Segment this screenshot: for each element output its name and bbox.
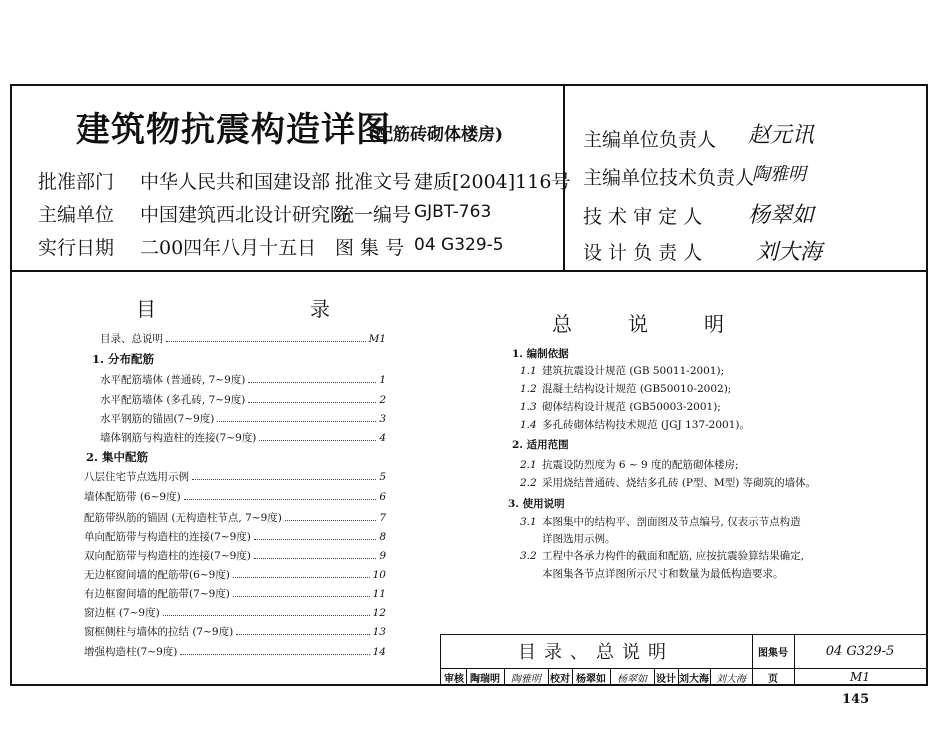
atlas-value: 04 G329-5 bbox=[825, 643, 895, 659]
toc-item: 水平配筋墙体 (普通砖, 7~9度) 1 bbox=[100, 374, 386, 386]
note-item: 2.2 采用烧结普通砖、烧结多孔砖 (P型、M型) 等砌筑的墙体。 bbox=[520, 477, 817, 489]
atlas-label: 图集号 bbox=[758, 647, 788, 659]
notes-section-title: 2. 适用范围 bbox=[512, 439, 569, 451]
note-item-continued: 详图选用示例。 bbox=[542, 533, 616, 545]
notes-heading: 明 bbox=[704, 312, 724, 336]
role-name: 刘大海 bbox=[679, 673, 709, 685]
unified-no-label: 统一编号 bbox=[335, 204, 412, 226]
responsible-label: 设 计 负 责 人 bbox=[583, 242, 703, 264]
responsible-label: 主编单位技术负责人 bbox=[583, 167, 755, 189]
notes-section-title: 1. 编制依据 bbox=[512, 348, 569, 360]
toc-heading-left: 目 bbox=[136, 297, 156, 321]
cell-divider bbox=[504, 668, 505, 686]
atlas-title: 建筑物抗震构造详图 bbox=[76, 110, 391, 150]
toc-item: 单向配筋带与构造柱的连接(7~9度) 8 bbox=[84, 531, 386, 543]
page-number: 145 bbox=[842, 692, 870, 707]
notes-heading: 总 bbox=[552, 312, 572, 336]
approval-dept-label: 批准部门 bbox=[38, 171, 115, 193]
toc-section-title: 2. 集中配筋 bbox=[86, 450, 149, 464]
cell-divider bbox=[466, 668, 467, 686]
note-item: 3.1 本图集中的结构平、剖面图及节点编号, 仅表示节点构造 bbox=[520, 516, 801, 528]
toc-heading-right: 录 bbox=[310, 297, 330, 321]
toc-item: 双向配筋带与构造柱的连接(7~9度) 9 bbox=[84, 550, 386, 562]
unified-no-value: GJBT-763 bbox=[414, 202, 492, 222]
role-name: 杨翠如 bbox=[576, 673, 606, 685]
atlas-no-label: 图 集 号 bbox=[335, 237, 405, 259]
toc-item: 配筋带纵筋的锚固 (无构造柱节点, 7~9度) 7 bbox=[84, 512, 386, 524]
approval-dept-value: 中华人民共和国建设部 bbox=[140, 171, 331, 193]
role-label: 设计 bbox=[656, 673, 676, 685]
signature: 杨翠如 bbox=[748, 203, 815, 228]
chief-unit-value: 中国建筑西北设计研究院 bbox=[140, 204, 350, 226]
signature: 刘大海 bbox=[756, 240, 823, 265]
page-value: M1 bbox=[850, 670, 870, 684]
effective-date-label: 实行日期 bbox=[38, 237, 115, 259]
chief-unit-label: 主编单位 bbox=[38, 204, 115, 226]
note-item-continued: 本图集各节点详图所示尺寸和数量为最低构造要求。 bbox=[542, 568, 784, 580]
approval-no-label: 批准文号 bbox=[335, 171, 412, 193]
toc-item: 窗框侧柱与墙体的拉结 (7~9度) 13 bbox=[84, 626, 386, 638]
role-label: 校对 bbox=[550, 673, 570, 685]
note-item: 2.1 抗震设防烈度为 6 ~ 9 度的配筋砌体楼房; bbox=[520, 459, 739, 471]
role-name: 陶瑞明 bbox=[470, 673, 500, 685]
role-signature: 陶雅明 bbox=[511, 673, 541, 685]
page-label: 页 bbox=[768, 673, 778, 685]
atlas-no-value: 04 G329-5 bbox=[414, 235, 504, 255]
signature: 赵元讯 bbox=[748, 123, 815, 148]
toc-item: 八层住宅节点选用示例 5 bbox=[84, 471, 386, 483]
toc-item: 无边框窗间墙的配筋带(6~9度) 10 bbox=[84, 569, 386, 581]
note-item: 1.1 建筑抗震设计规范 (GB 50011-2001); bbox=[520, 365, 725, 377]
toc-item: 水平钢筋的锚固(7~9度) 3 bbox=[100, 413, 386, 425]
note-item: 1.2 混凝土结构设计规范 (GB50010-2002); bbox=[520, 383, 732, 395]
cell-divider bbox=[710, 668, 711, 686]
responsible-label: 主编单位负责人 bbox=[583, 129, 717, 151]
title-block-title: 目录、总说明 bbox=[518, 642, 674, 663]
cell-divider bbox=[654, 668, 655, 686]
role-label: 审核 bbox=[444, 673, 464, 685]
toc-item: 增强构造柱(7~9度) 14 bbox=[84, 646, 386, 658]
cell-divider bbox=[572, 668, 573, 686]
notes-section-title: 3. 使用说明 bbox=[508, 498, 565, 510]
toc-item: 有边框窗间墙的配筋带(7~9度) 11 bbox=[84, 588, 386, 600]
note-item: 1.3 砌体结构设计规范 (GB50003-2001); bbox=[520, 401, 721, 413]
role-signature: 杨翠如 bbox=[617, 673, 647, 685]
responsible-label: 技 术 审 定 人 bbox=[583, 206, 703, 228]
toc-item: 窗边框 (7~9度) 12 bbox=[84, 607, 386, 619]
notes-heading: 说 bbox=[628, 312, 648, 336]
approval-no-value: 建质[2004]116号 bbox=[414, 171, 571, 193]
title-block-top bbox=[440, 634, 928, 635]
toc-item: 目录、总说明 M1 bbox=[100, 333, 386, 345]
toc-section-title: 1. 分布配筋 bbox=[92, 352, 155, 366]
toc-item: 墙体配筋带 (6~9度) 6 bbox=[84, 491, 386, 503]
note-item: 1.4 多孔砖砌体结构技术规范 (JGJ 137-2001)。 bbox=[520, 419, 750, 431]
signature: 陶雅明 bbox=[752, 164, 806, 185]
cell-divider bbox=[548, 668, 549, 686]
toc-item: 水平配筋墙体 (多孔砖, 7~9度) 2 bbox=[100, 394, 386, 406]
note-item: 3.2 工程中各承力构件的截面和配筋, 应按抗震验算结果确定, bbox=[520, 550, 805, 562]
atlas-subtitle: (配筋砖砌体楼房) bbox=[368, 125, 504, 145]
cell-divider bbox=[610, 668, 611, 686]
cell-divider bbox=[678, 668, 679, 686]
effective-date-value: 二00四年八月十五日 bbox=[140, 237, 317, 259]
header-divider bbox=[10, 270, 928, 272]
role-signature: 刘大海 bbox=[716, 673, 746, 685]
toc-item: 墙体钢筋与构造柱的连接(7~9度) 4 bbox=[100, 432, 386, 444]
